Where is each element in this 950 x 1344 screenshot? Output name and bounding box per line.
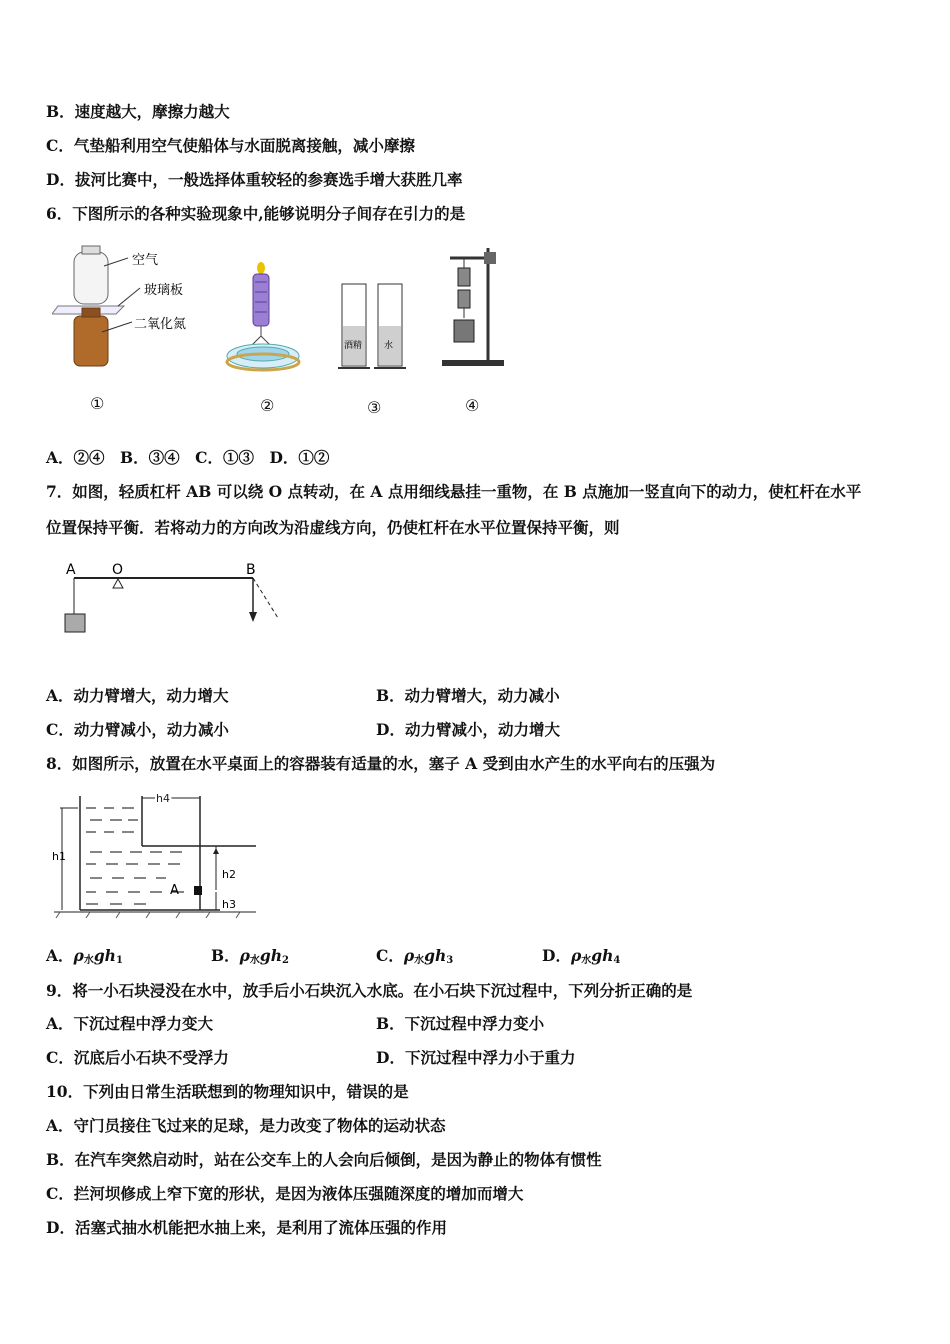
q7-option-c: C．动力臂减小，动力减小	[46, 720, 229, 739]
q6-figure-3-number: ③	[367, 398, 382, 417]
q10-option-c: C．拦河坝修成上窄下宽的形状，是因为液体压强随深度的增加而增大	[46, 1184, 524, 1203]
q8-container-figure	[50, 788, 262, 920]
q6-figure-1-gas-diffusion	[52, 244, 202, 374]
point-o-label: O	[112, 562, 124, 578]
q7-option-d: D．动力臂减小，动力增大	[376, 720, 560, 739]
q7-stem-line-1: 7．如图，轻质杠杆 AB 可以绕 O 点转动，在 A 点用细线悬挂一重物，在 B 点施加一竖直向下的动力，使杠杆在水平	[46, 482, 862, 501]
q6-figure-4-lead-cylinders	[440, 244, 506, 370]
q5-option-c: C．气垫船利用空气使船体与水面脱离接触，减小摩擦	[46, 136, 415, 155]
q8-option-a: A．ρ水gh1	[46, 946, 123, 966]
q10-option-a: A．守门员接住飞过来的足球，是力改变了物体的运动状态	[46, 1116, 446, 1135]
q5-option-b: B．速度越大，摩擦力越大	[46, 102, 230, 121]
q6-stem: 6．下图所示的各种实验现象中,能够说明分子间存在引力的是	[46, 204, 466, 223]
q7-option-a: A．动力臂增大，动力增大	[46, 686, 229, 705]
h2-label: h2	[222, 868, 236, 881]
point-b-label: B	[246, 562, 256, 578]
q6-figure-3-cylinders	[338, 282, 412, 372]
label-alcohol: 酒精	[344, 341, 363, 351]
q9-option-c: C．沉底后小石块不受浮力	[46, 1048, 229, 1067]
q7-option-b: B．动力臂增大，动力减小	[376, 686, 560, 705]
q7-stem-line-2: 位置保持平衡．若将动力的方向改为沿虚线方向，仍使杠杆在水平位置保持平衡，则	[46, 518, 620, 537]
q9-option-a: A．下沉过程中浮力变大	[46, 1014, 214, 1033]
h3-label: h3	[222, 898, 236, 911]
q7-lever-figure	[60, 558, 290, 638]
q10-stem: 10．下列由日常生活联想到的物理知识中，错误的是	[46, 1082, 409, 1101]
q6-figure-2-number: ②	[260, 396, 275, 415]
q9-stem: 9．将一小石块浸没在水中，放手后小石块沉入水底。在小石块下沉过程中，下列分折正确的是	[46, 981, 693, 1000]
q8-option-c: C．ρ水gh3	[376, 946, 454, 966]
q5-option-d: D．拔河比赛中，一般选择体重较轻的参赛选手增大获胜几率	[46, 170, 463, 189]
h4-label: h4	[156, 792, 170, 805]
plug-a-label: A	[170, 883, 179, 898]
label-air: 空气	[132, 253, 159, 268]
label-no2: 二氧化氮	[134, 317, 187, 332]
q8-option-d: D．ρ水gh4	[542, 946, 621, 966]
q10-option-d: D．活塞式抽水机能把水抽上来，是利用了流体压强的作用	[46, 1218, 447, 1237]
q6-options: A．②④ B．③④ C．①③ D．①②	[46, 448, 330, 467]
label-glass: 玻璃板	[144, 283, 184, 298]
q9-option-b: B．下沉过程中浮力变小	[376, 1014, 545, 1033]
q6-figure-4-number: ④	[465, 396, 480, 415]
q6-figure-2-spring-scale	[225, 262, 305, 378]
label-water: 水	[384, 341, 394, 351]
q8-stem: 8．如图所示，放置在水平桌面上的容器装有适量的水，塞子 A 受到由水产生的水平向右的压强为	[46, 754, 716, 773]
q9-option-d: D．下沉过程中浮力小于重力	[376, 1048, 576, 1067]
q6-figure-1-number: ①	[90, 394, 105, 413]
h1-label: h1	[52, 850, 66, 863]
q10-option-b: B．在汽车突然启动时，站在公交车上的人会向后倾倒，是因为静止的物体有惯性	[46, 1150, 602, 1169]
q8-option-b: B．ρ水gh2	[211, 946, 289, 966]
point-a-label: A	[66, 562, 76, 578]
